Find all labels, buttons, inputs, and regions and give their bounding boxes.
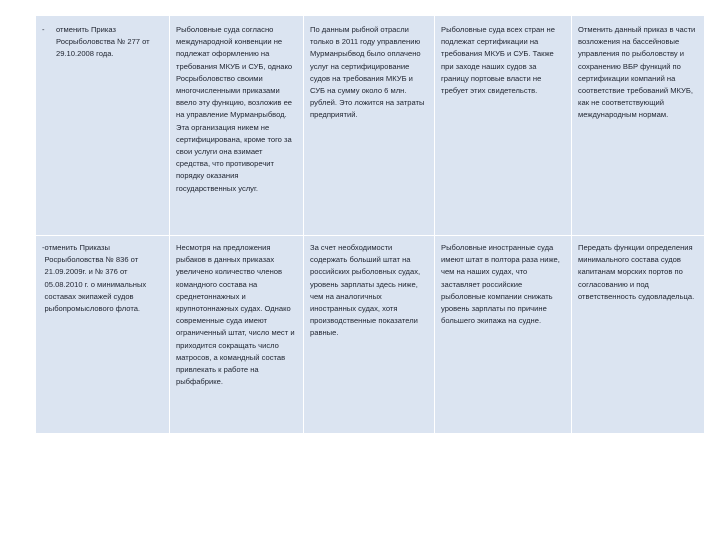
list-item	[42, 242, 164, 315]
table-cell-r2-c1	[36, 236, 170, 434]
table-cell-r2-c5: Передать функции определения минимального состава судов капитанам морских портов по согласованию и под ответственность судовладельца.	[572, 236, 704, 434]
table-cell-r1-c4: Рыболовные суда всех стран не подлежат сертификации на требования МКУБ и СУБ. Также при заходе наших судов за границу портовые власти не требует этих свидетельств.	[435, 16, 572, 236]
proposals-table	[36, 16, 704, 434]
cell-text: отменить Приказ Росрыболовства № 277 от 29.10.2008 года.	[56, 25, 150, 59]
cell-text: отменить Приказы Росрыболовства № 836 от 21.09.2009г. и № 376 от 05.08.2010 г. о минимальных составах экипажей судов рыбопромыслового флота.	[44, 243, 147, 314]
bullet-dash: -	[42, 243, 45, 252]
table-cell-r2-c4: Рыболовные иностранные суда имеют штат в полтора раза ниже, чем на наших судах, что заставляет российские рыболовные компании снижать уровень зарплаты по причине большего экипажа на судне.	[435, 236, 572, 434]
table-cell-r1-c1	[36, 16, 170, 236]
table-cell-r1-c2: Рыболовные суда согласно международной конвенции не подлежат оформлению на требования МКУБ и СУБ, однако Росрыболовство своими многочисленными приказами ввело эту функцию, возложив ее на управление Мурманрыбвод. Эта организация никем не сертифицирована, кроме того за свои услуги она взимает средства, что противоречит порядку оказания государственных услуг.	[170, 16, 304, 236]
table-cell-r2-c3: За счет необходимости содержать больший штат на российских рыболовных судах, уровень зарплаты здесь ниже, чем на аналогичных иностранных судах, хотя производственные показатели равные.	[304, 236, 435, 434]
table-cell-r1-c5: Отменить данный приказ в части возложения на бассейновые управления по рыболовству и сохранению ВБР функций по сертификации компаний на соответствие требований МКУБ, как не соответствующий международным нормам.	[572, 16, 704, 236]
table-cell-r2-c2: Несмотря на предложения рыбаков в данных приказах увеличено количество членов командного состава на среднетоннажных и крупнотоннажных судах. Однако современные суда имеют ограниченный штат, число мест и приходится сокращать число матросов, а командный состав привлекать к работе на рыбфабрике.	[170, 236, 304, 434]
bullet-dash: -	[42, 25, 45, 34]
table-cell-r1-c3: По данным рыбной отрасли только в 2011 году управлению Мурманрыбвод было оплачено услуг на сертифицирование судов на требования МКУБ и СУБ на сумму около 6 млн. рублей. Это ложится на затраты предприятий.	[304, 16, 435, 236]
list-item	[42, 24, 164, 61]
